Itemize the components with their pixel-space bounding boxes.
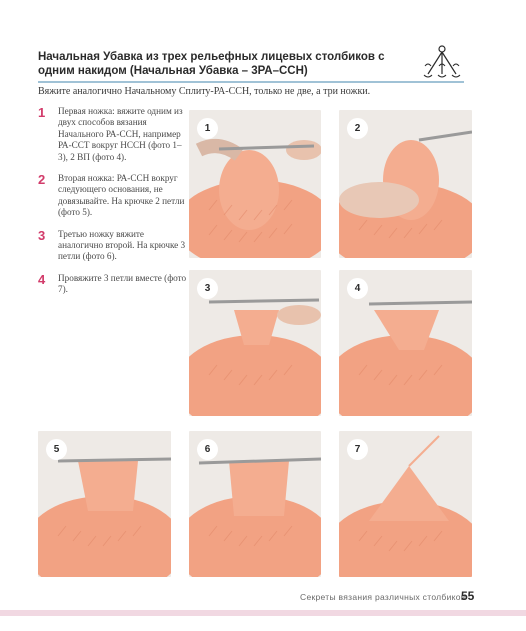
- step-item: [38, 173, 188, 219]
- photo-7: [339, 431, 472, 577]
- footer-band: [0, 610, 526, 616]
- page-number: 55: [461, 589, 475, 603]
- photo-5: [38, 431, 171, 577]
- step-text: Провяжите 3 петли вместе (фото 7).: [58, 272, 187, 295]
- photo-number-badge: 2: [347, 118, 368, 139]
- photo-6: [189, 431, 321, 577]
- crochet-decrease-symbol-icon: [420, 44, 464, 80]
- step-item: [38, 273, 188, 296]
- photo-number-badge: 1: [197, 118, 218, 139]
- step-number: 4: [38, 271, 46, 287]
- page-title: Начальная Убавка из трех рельефных лицевых столбиков с одним накидом (Начальная Убавка – 3РА–ССН): [38, 51, 385, 77]
- photo-3: [189, 270, 321, 416]
- step-number: 1: [38, 105, 46, 120]
- steps-list: [38, 106, 188, 306]
- photo-1: [189, 110, 321, 258]
- step-text: Вторая ножка: РА-ССН вокруг следующего основания, не довязывайте. На крючке 2 петли (фото 5).: [58, 173, 185, 218]
- photo-2: [339, 110, 472, 258]
- step-item: [38, 229, 188, 263]
- step-number: 2: [38, 172, 46, 188]
- photo-number-badge: 4: [347, 278, 368, 299]
- step-text: Первая ножка: вяжите одним из двух способов вязания Начального РА-ССН, например РА-ССТ вокруг НССН (фото 1–3), 2 ВП (фото 4).: [58, 106, 183, 162]
- title-divider: [38, 81, 464, 83]
- photo-4: [339, 270, 472, 416]
- photo-number-badge: 7: [347, 439, 368, 460]
- page-title-block: [38, 50, 418, 78]
- photo-number-badge: 5: [46, 439, 67, 460]
- photo-number-badge: 3: [197, 278, 218, 299]
- footer-section-title: Секреты вязания различных столбиков: [300, 592, 466, 602]
- photo-number-badge: 6: [197, 439, 218, 460]
- step-text: Третью ножку вяжите аналогично второй. На крючке 3 петли (фото 6).: [58, 228, 186, 262]
- step-item: [38, 106, 188, 163]
- step-number: 3: [38, 227, 46, 243]
- intro-text: Вяжите аналогично Начальному Сплиту-РА-ССН, только не две, а три ножки.: [38, 86, 371, 97]
